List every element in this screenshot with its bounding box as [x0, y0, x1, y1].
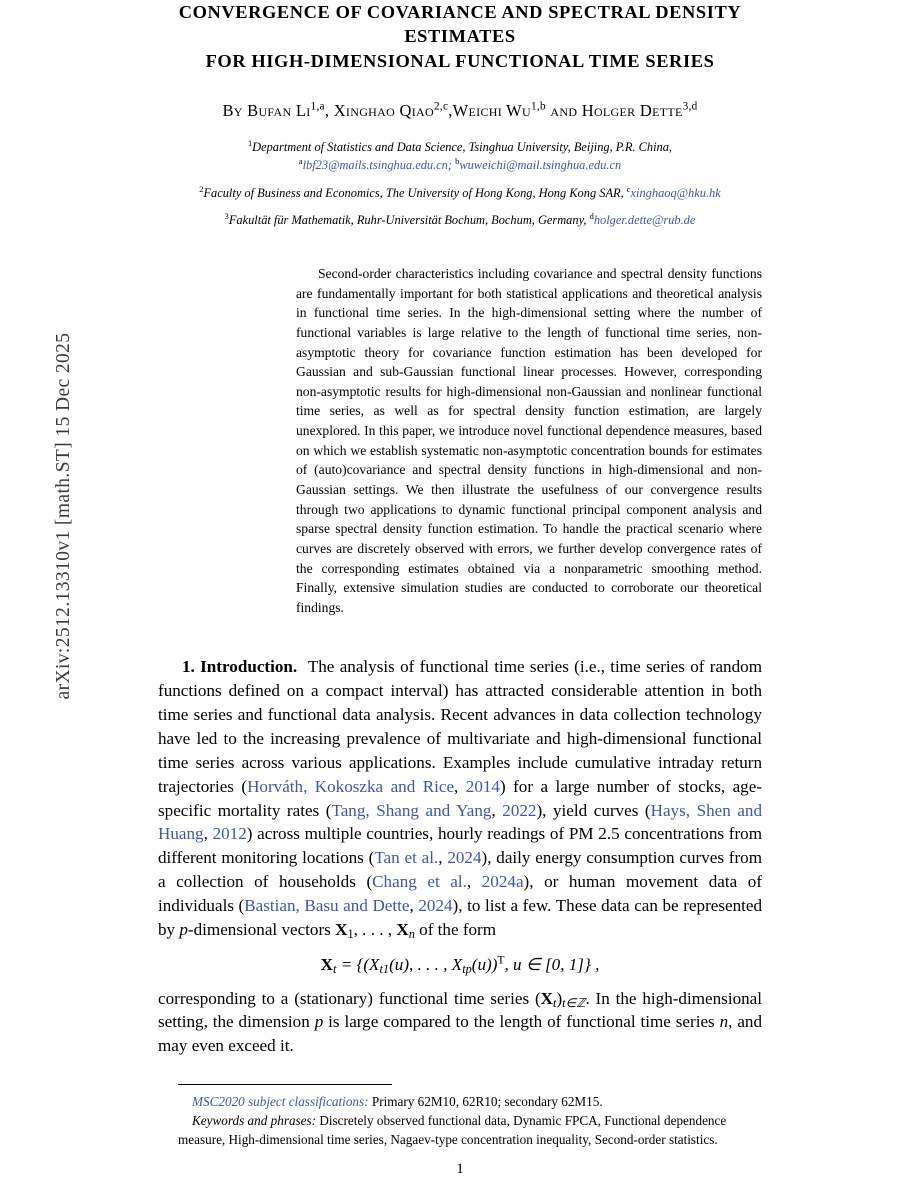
- affiliation-2: [158, 184, 762, 203]
- abstract: [296, 264, 762, 618]
- intro-text-h: -dimensional vectors: [187, 919, 336, 939]
- citation-tan[interactable]: Tan et al.: [374, 848, 439, 868]
- intro-text-e: ), daily energy consumption curves from a collection of households (: [158, 848, 763, 892]
- math-n: n: [719, 1012, 729, 1032]
- affiliation-2-text: Faculty of Business and Economics, The University of Hong Kong, Hong Kong SAR,: [203, 185, 624, 200]
- keywords-label: Keywords and phrases:: [192, 1113, 317, 1129]
- intro2-text-b: . In the high-dimensional setting, the dimension: [158, 988, 762, 1032]
- affiliation-2-marker: 2: [199, 183, 204, 194]
- math-process: $(X_t)_{t\in ℤ}$: [534, 988, 586, 1010]
- affiliation-1-text: Department of Statistics and Data Science, Tsinghua University, Beijing, P.R. China,: [252, 139, 673, 154]
- intro-text-c: ), yield curves (: [536, 800, 651, 820]
- citation-hays-year[interactable]: 2012: [212, 824, 247, 844]
- citation-bastian[interactable]: Bastian, Basu and Dette: [244, 895, 410, 915]
- author-list: [158, 99, 762, 122]
- math-ellipsis: , . . . ,: [353, 919, 393, 939]
- footnote-msc: [178, 1092, 762, 1111]
- title-line-2: FOR HIGH-DIMENSIONAL FUNCTIONAL TIME SERIES: [205, 50, 715, 71]
- email-link-a[interactable]: lbf23@mails.tsinghua.edu.cn;: [302, 158, 453, 173]
- eq-transpose: T: [497, 952, 505, 966]
- citation-bastian-year[interactable]: 2024: [418, 895, 453, 915]
- eq-lhs-sub: t: [333, 961, 337, 976]
- email-d-marker: d: [589, 211, 594, 222]
- eq-text-3: (u)): [471, 954, 498, 974]
- affiliation-3: [158, 211, 762, 230]
- eq-text-1: = {(X: [340, 954, 380, 974]
- paper-content: [158, 0, 762, 1149]
- eq-sub-tp: tp: [462, 961, 472, 976]
- citation-hays[interactable]: Hays, Shen and Huang: [158, 800, 762, 844]
- math-Xn: X: [396, 919, 409, 939]
- math-p-2: p: [314, 1012, 324, 1032]
- footnote-keywords: [178, 1111, 762, 1149]
- citation-chang-year[interactable]: 2024a: [481, 872, 524, 892]
- affiliation-list: [158, 138, 762, 230]
- byline-label: By: [222, 101, 243, 121]
- page-title: [158, 0, 762, 73]
- footnotes: [158, 1084, 762, 1149]
- author-3-name: Weichi Wu: [452, 101, 532, 121]
- author-4-affil-marker: 3,d: [682, 100, 698, 113]
- author-sep-1: ,: [324, 101, 330, 121]
- page-number: 1: [456, 1161, 464, 1177]
- math-X1-sub: 1: [347, 926, 354, 941]
- intro-text-b: ) for a large number of stocks, age-specific mortality rates (: [158, 776, 762, 820]
- citation-chang[interactable]: Chang et al.: [372, 872, 467, 892]
- section-number: 1.: [182, 657, 195, 677]
- intro-text-f: ), or human movement data of individuals (: [158, 872, 763, 915]
- email-a-marker: a: [298, 155, 303, 166]
- intro2-text-d: , and may even exceed it.: [158, 1012, 763, 1056]
- email-link-b[interactable]: wuweichi@mail.tsinghua.edu.cn: [459, 158, 622, 173]
- author-2-affil-marker: 2,c: [433, 100, 449, 113]
- equation-body: [320, 952, 600, 976]
- introduction-paragraph-2-text: [158, 987, 762, 1059]
- intro2-text-a: corresponding to a (stationary) functional time series: [158, 988, 535, 1008]
- affiliation-1: [158, 138, 762, 175]
- eq-lhs-X: X: [320, 954, 334, 974]
- email-c-marker: c: [626, 183, 631, 194]
- intro2-text-c: is large compared to the length of functional time series: [323, 1012, 720, 1032]
- affiliation-3-marker: 3: [224, 211, 229, 222]
- eq-text-4: , u ∈ [0, 1]} ,: [504, 954, 600, 974]
- math-Xn-sub: n: [408, 926, 415, 941]
- affiliation-1-marker: 1: [247, 137, 253, 148]
- math-X1: X: [335, 919, 348, 939]
- msc-label[interactable]: MSC2020 subject classifications:: [192, 1094, 369, 1110]
- email-link-c[interactable]: xinghaoq@hku.hk: [630, 185, 721, 200]
- arxiv-identifier-stamp: arXiv:2512.13310v1 [math.ST] 15 Dec 2025: [53, 332, 74, 700]
- email-b-marker: b: [455, 155, 460, 166]
- keywords-text: Discretely observed functional data, Dynamic FPCA, Functional dependence measure, High-dimensional time series, Nagaev-type concentration inequality, Second-order statistics.: [178, 1113, 727, 1148]
- citation-tan-year[interactable]: 2024: [447, 848, 482, 868]
- introduction-paragraph-1: 1. Introduction. The analysis of functional time series (i.e., time series of random functions defined on a compact interval) has attracted considerable attention in both time series and functional data analysis. Recent advances in data collection technology have led to the increasing prevalence of multivariate and high-dimensional functional time series across various applications. Examples include cumulative intraday return trajectories (Horváth, Kokoszka and Rice, 2014) for a large number of stocks, age-specific mortality rates (Tang, Shang and Yang, 2022), yield curves (Hays, Shen and Huang, 2012) across multiple countries, hourly readings of PM 2.5 concentrations from different monitoring locations (Tan et al., 2024), daily energy consumption curves from a collection of households (Chang et al., 2024a), or human movement data of individuals (Bastian, Basu and Dette, 2024), to list a few. These data can be represented by p-dimensional vectors X1, . . . , $X_n$ of the form: [158, 657, 763, 941]
- section-heading: Introduction.: [200, 657, 298, 677]
- intro-text-a: The analysis of functional time series (i.e., time series of random functions defined on a compact interval) has attracted considerable attention in both time series and functional data analysis. Recent advances in data collection technology have led to the increasing prevalence of multivariate and high-dimensional functional time series across various applications. Examples include cumulative intraday return trajectories (: [158, 657, 762, 796]
- author-1-affil-marker: 1,a: [310, 100, 325, 113]
- footnote-divider: [178, 1084, 392, 1085]
- affiliation-3-text: Fakultät für Mathematik, Ruhr-Universität Bochum, Bochum, Germany,: [228, 213, 587, 228]
- intro-text-d: ) across multiple countries, hourly readings of PM 2.5 concentrations from different monitoring locations (: [158, 824, 762, 868]
- title-line-1: CONVERGENCE OF COVARIANCE AND SPECTRAL DENSITY ESTIMATES: [178, 2, 742, 47]
- author-1-name: Bufan Li: [247, 101, 311, 121]
- citation-tang-year[interactable]: 2022: [502, 800, 537, 820]
- display-equation-1: [158, 952, 762, 976]
- abstract-text: Second-order characteristics including covariance and spectral density functions are fundamentally important for both statistical applications and theoretical analysis in functional time series. In the high-dimensional setting where the number of functional variables is large relative to the length of functional time series, non-asymptotic theory for covariance function estimation has been developed for Gaussian and sub-Gaussian functional linear processes. However, corresponding non-asymptotic results for high-dimensional non-Gaussian and nonlinear functional time series, as well as for spectral density function estimation, are largely unexplored. In this paper, we introduce novel functional dependence measures, based on which we establish systematic non-asymptotic concentration bounds for estimates of (auto)covariance and spectral density functions in high-dimensional and non-Gaussian settings. We then illustrate the usefulness of our convergence results through two applications to dynamic functional principal component analysis and sparse spectral density function estimation. To handle the practical scenario where curves are discretely observed with errors, we further develop convergence rates of the corresponding estimates obtained via a nonparametric smoothing method. Finally, extensive simulation studies are conducted to corroborate our theoretical findings.: [296, 265, 762, 615]
- author-conjunction: and: [550, 101, 578, 121]
- citation-horvath-year[interactable]: 2014: [465, 776, 500, 796]
- author-sep-2: ,: [448, 101, 453, 121]
- intro-text-i: of the form: [414, 919, 497, 939]
- author-4-name: Holger Dette: [581, 101, 683, 121]
- citation-horvath[interactable]: Horváth, Kokoszka and Rice: [247, 776, 455, 796]
- citation-tang[interactable]: Tang, Shang and Yang: [331, 800, 492, 820]
- msc-text: Primary 62M10, 62R10; secondary 62M15.: [371, 1094, 603, 1110]
- math-p: p: [179, 919, 188, 939]
- author-3-affil-marker: 1,b: [531, 100, 546, 113]
- author-2-name: Xinghao Qiao: [333, 101, 434, 121]
- eq-text-2: (u), . . . , X: [389, 954, 463, 974]
- intro-text-g: ), to list a few. These data can be represented by: [158, 895, 763, 939]
- email-link-d[interactable]: holger.dette@rub.de: [593, 213, 696, 228]
- introduction-paragraph-2: [158, 987, 762, 1059]
- eq-sub-t1: t1: [379, 961, 390, 976]
- section-introduction: [158, 655, 762, 941]
